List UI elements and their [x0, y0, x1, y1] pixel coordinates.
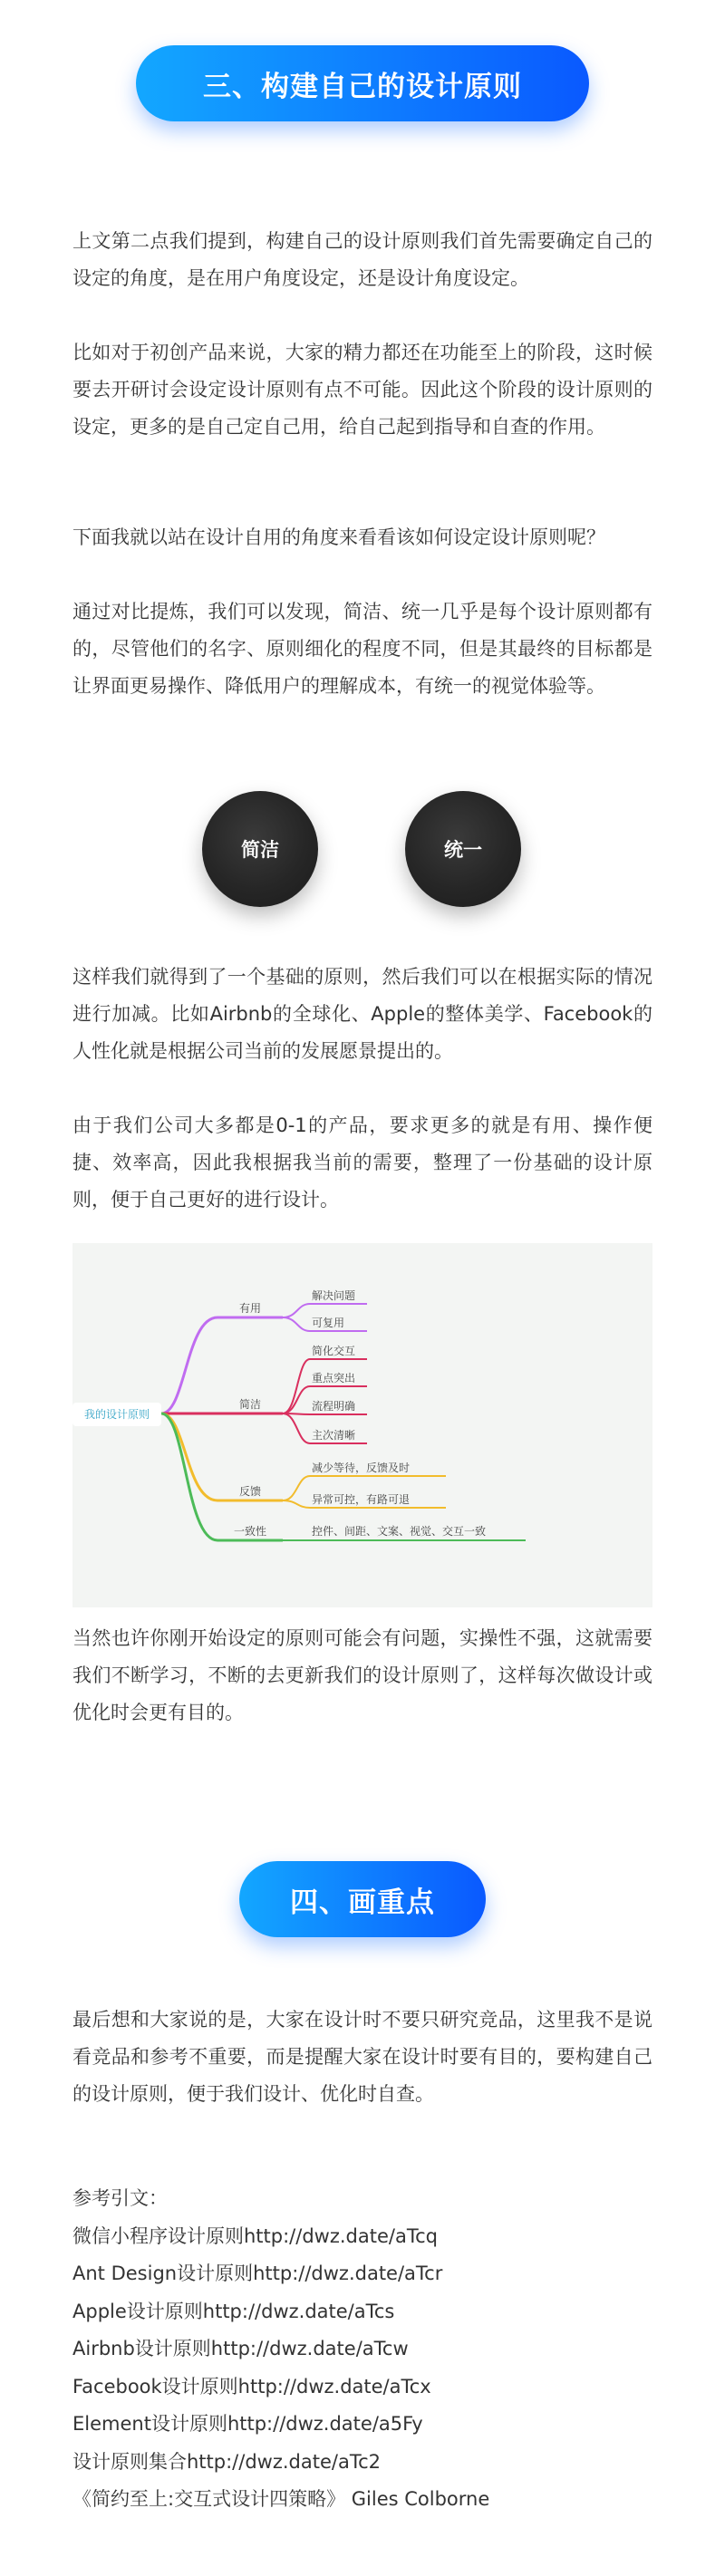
leaf-label: 异常可控，有路可退 [312, 1493, 411, 1506]
paragraph-question: 下面我就以站在设计自用的角度来看看该如何设定设计原则呢？ [72, 526, 605, 548]
principle-circle-unified [405, 791, 521, 907]
section-3-heading: 三、构建自己的设计原则 [136, 45, 589, 121]
section-4-heading: 四、画重点 [239, 1861, 486, 1937]
reference-item: 《简约至上:交互式设计四策略》 Giles Colborne [72, 2488, 490, 2510]
leaf-label: 控件、间距、文案、视觉、交互一致 [312, 1525, 487, 1538]
reference-item: Airbnb设计原则http://dwz.date/aTcw [72, 2338, 409, 2359]
principle-circle-label: 统一 [444, 839, 482, 861]
paragraph-company-needs: 由于我们公司大多都是0-1的产品，要求更多的就是有用、操作便捷、效率高，因此我根据我当前的需要，整理了一份基础的设计原则，便于自己更好的进行设计。 [72, 1114, 652, 1211]
reference-item: Apple设计原则http://dwz.date/aTcs [72, 2300, 395, 2322]
principle-circle-simple [202, 791, 318, 907]
design-principles-mindmap [72, 1243, 652, 1607]
mindmap-root-label: 我的设计原则 [83, 1408, 150, 1421]
branch-label-simple: 简洁 [238, 1398, 262, 1411]
reference-item: Facebook设计原则http://dwz.date/aTcx [72, 2375, 431, 2398]
leaf-line [283, 1413, 367, 1414]
branch-line-feedback [161, 1413, 283, 1500]
paragraph-basic-principles: 这样我们就得到了一个基础的原则，然后我们可以在根据实际的情况进行加减。比如Airbnb的全球化、Apple的整体美学、Facebook的人性化就是根据公司当前的发展愿景提出的。 [72, 966, 652, 1062]
reference-item: Element设计原则http://dwz.date/a5Fy [72, 2413, 423, 2435]
leaf-label: 解决问题 [312, 1289, 356, 1302]
reference-item: 设计原则集合http://dwz.date/aTc2 [72, 2450, 381, 2473]
principle-circle-label: 简洁 [241, 839, 279, 861]
branch-label-consistency: 一致性 [233, 1525, 267, 1538]
leaf-label: 流程明确 [312, 1400, 356, 1413]
leaf-label: 主次清晰 [312, 1429, 356, 1442]
branch-line-useful [161, 1317, 283, 1413]
branch-label-useful: 有用 [238, 1302, 262, 1315]
leaf-label: 简化交互 [312, 1345, 356, 1357]
paragraph-startup: 比如对于初创产品来说，大家的精力都还在功能至上的阶段，这时候要去开研讨会设定设计原则有点不可能。因此这个阶段的设计原则的设定，更多的是自己定自己用，给自己起到指导和自查的作用。 [72, 342, 652, 438]
branch-label-feedback: 反馈 [238, 1485, 262, 1498]
leaf-label: 减少等待，反馈及时 [312, 1462, 411, 1474]
references-list [72, 2180, 652, 2519]
mindmap-diagram [72, 1243, 652, 1607]
leaf-label: 重点突出 [312, 1372, 356, 1384]
paragraph-intro: 上文第二点我们提到，构建自己的设计原则我们首先需要确定自己的设定的角度，是在用户角度设定，还是设计角度设定。 [72, 230, 652, 289]
references-title: 参考引文： [72, 2187, 168, 2209]
reference-item: 微信小程序设计原则http://dwz.date/aTcq [72, 2224, 438, 2247]
paragraph-summary: 最后想和大家说的是，大家在设计时不要只研究竞品，这里我不是说看竞品和参考不重要，而是提醒大家在设计时要有目的，要构建自己的设计原则，便于我们设计、优化时自查。 [72, 2009, 652, 2105]
reference-item: Ant Design设计原则http://dwz.date/aTcr [72, 2262, 443, 2284]
leaf-line [283, 1304, 367, 1317]
leaf-label: 可复用 [312, 1317, 345, 1329]
paragraph-comparison: 通过对比提炼，我们可以发现，简洁、统一几乎是每个设计原则都有的，尽管他们的名字、原则细化的程度不同，但是其最终的目标都是让界面更易操作、降低用户的理解成本，有统一的视觉体验等。 [72, 601, 652, 697]
paragraph-keep-updating: 当然也许你刚开始设定的原则可能会有问题，实操性不强，这就需要我们不断学习，不断的去更新我们的设计原则了，这样每次做设计或优化时会更有目的。 [72, 1627, 652, 1723]
